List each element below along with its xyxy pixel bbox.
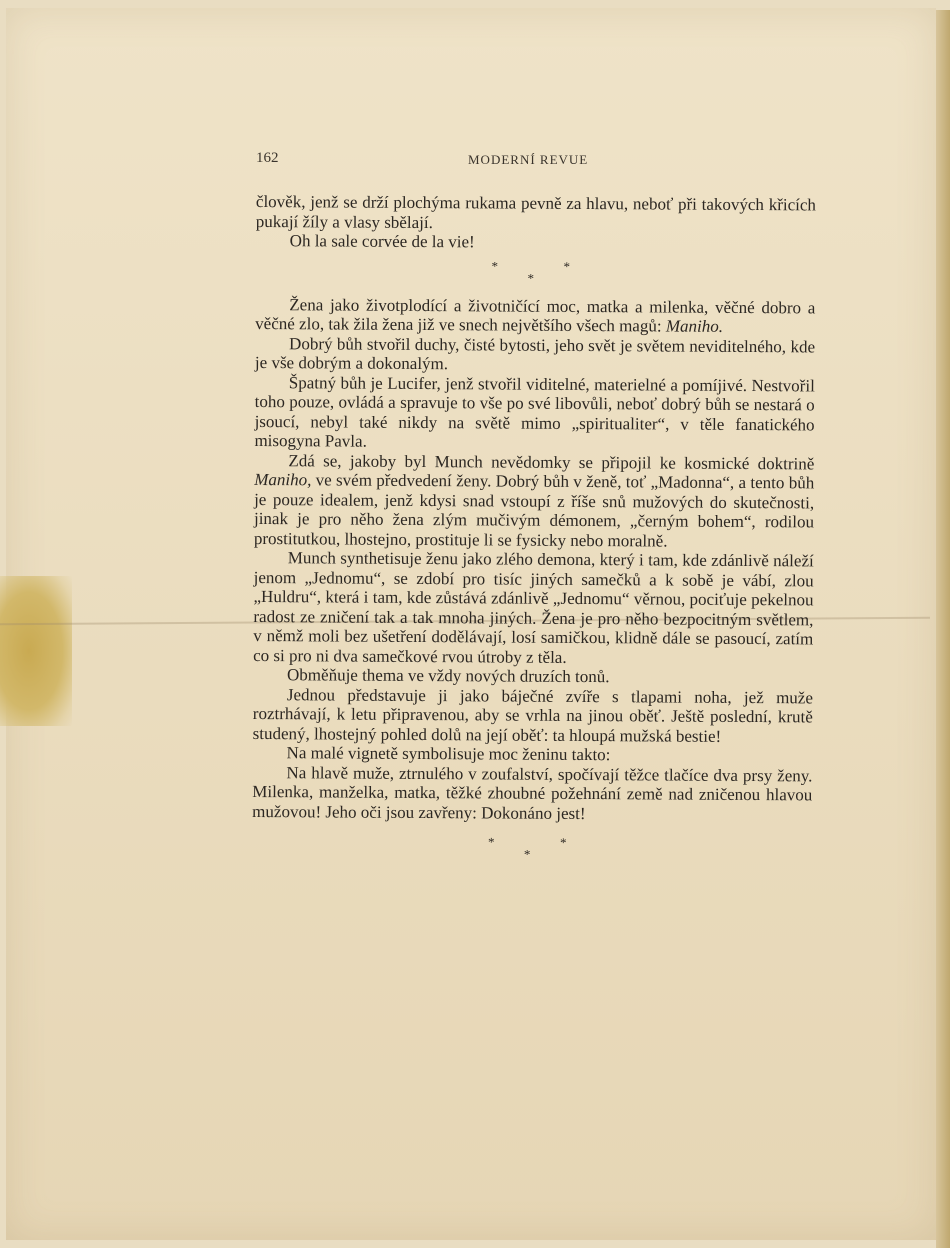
paragraph-text: ve svém předvedení ženy. Dobrý bůh v ženě, toť „Madonna“, a tento bůh je pouze idealem, jenž kdysi snad vstoupí z říše snů mužových do skutečnosti, jinak je pro něho žena zlým mučivým démonem, „černým bohem“, rodilou prostitutkou, lhostejno, prostituje li se fysicky nebo moralně. (253, 470, 815, 551)
paragraph: Špatný bůh je Lucifer, jenž stvořil viditelné, materielné a pomíjivé. Nestvořil toho pouze, ovládá a spravuje to vše po své libovůli, neboť dobrý bůh se nestará o jsoucí, nebyl také nikdy na světě mimo „spiritualiter“, v těle fanatického misogyna Pavla. (254, 372, 815, 451)
body-text (252, 192, 816, 874)
asterisk: * (523, 846, 531, 862)
running-head: MODERNÍ REVUE (468, 152, 589, 167)
paragraph (254, 450, 815, 551)
paragraph: Munch synthetisuje ženu jako zlého demona, který i tam, kde zdánlivě náleží jenom „Jednomu“, se zdobí pro tisíc jiných samečků a k sobě je vábí, zlou „Huldru“, která i tam, kde zůstává zdánlivě „Jednomu“ věrnou, pociťuje pekelnou radost ze zničení tak a tak mnoha jiných. Žena je pro něho bezpocitným světlem, v němž moli bez ušetření dodělávají, losí samičkou, klidně dále se pasoucí, zatím co si pro ni dva samečkové rvou útroby z těla. (253, 548, 814, 667)
paragraph (255, 294, 815, 336)
water-stain (0, 576, 72, 726)
page-edge-shadow (936, 10, 950, 1248)
paragraph: člověk, jenž se drží plochýma rukama pevně za hlavu, neboť při takových křicích pukají žíly a vlasy sbělají. (255, 192, 816, 232)
paragraph: Na malé vignetě symbolisuje moc ženinu takto: (286, 743, 611, 765)
italic-name: Maniho, (254, 469, 312, 490)
paragraph: Na hlavě muže, ztrnulého v zoufalství, spočívají těžce tlačíce dva prsy ženy. Milenka, manželka, matka, těžké zhoubné požehnání země nad zničenou hlavou mužovou! Jeho oči jsou zavřeny: Dokonáno jest! (252, 762, 813, 823)
section-separator-end (252, 829, 812, 868)
paragraph: Dobrý bůh stvořil duchy, čisté bytosti, jeho svět je světem neviditelného, kde je vše dobrým a dokonalým. (254, 333, 816, 374)
asterisk: * (563, 258, 571, 274)
paragraph-text: Žena jako životplodící a životničící moc, matka a milenka, věčné dobro a věčné zlo, tak žila žena již ve snech největšího všech magů: (255, 294, 816, 336)
paragraph-text: Zdá se, jakoby byl Munch nevědomky se připojil ke kosmické doktrině (288, 450, 815, 473)
asterisk: * (559, 834, 567, 850)
asterisk: * (527, 270, 535, 286)
paragraph: Obměňuje thema ve vždy nových druzích tonů. (286, 665, 610, 687)
paragraph: Oh la sale corvée de la vie! (289, 231, 475, 252)
paragraph: Jednou představuje ji jako báječné zvíře s tlapami noha, jež muže roztrhávají, k letu připravenou, aby se vrhla na jinou oběť. Ještě poslední, krutě studený, lhostejný pohled dolů na její oběť: ta hloupá mužská bestie! (252, 684, 813, 746)
section-separator (255, 252, 815, 291)
asterisk: * (491, 257, 499, 273)
page-number: 162 (256, 150, 279, 166)
page-header (256, 150, 816, 174)
italic-name: Maniho. (665, 316, 724, 336)
asterisk: * (487, 834, 495, 850)
